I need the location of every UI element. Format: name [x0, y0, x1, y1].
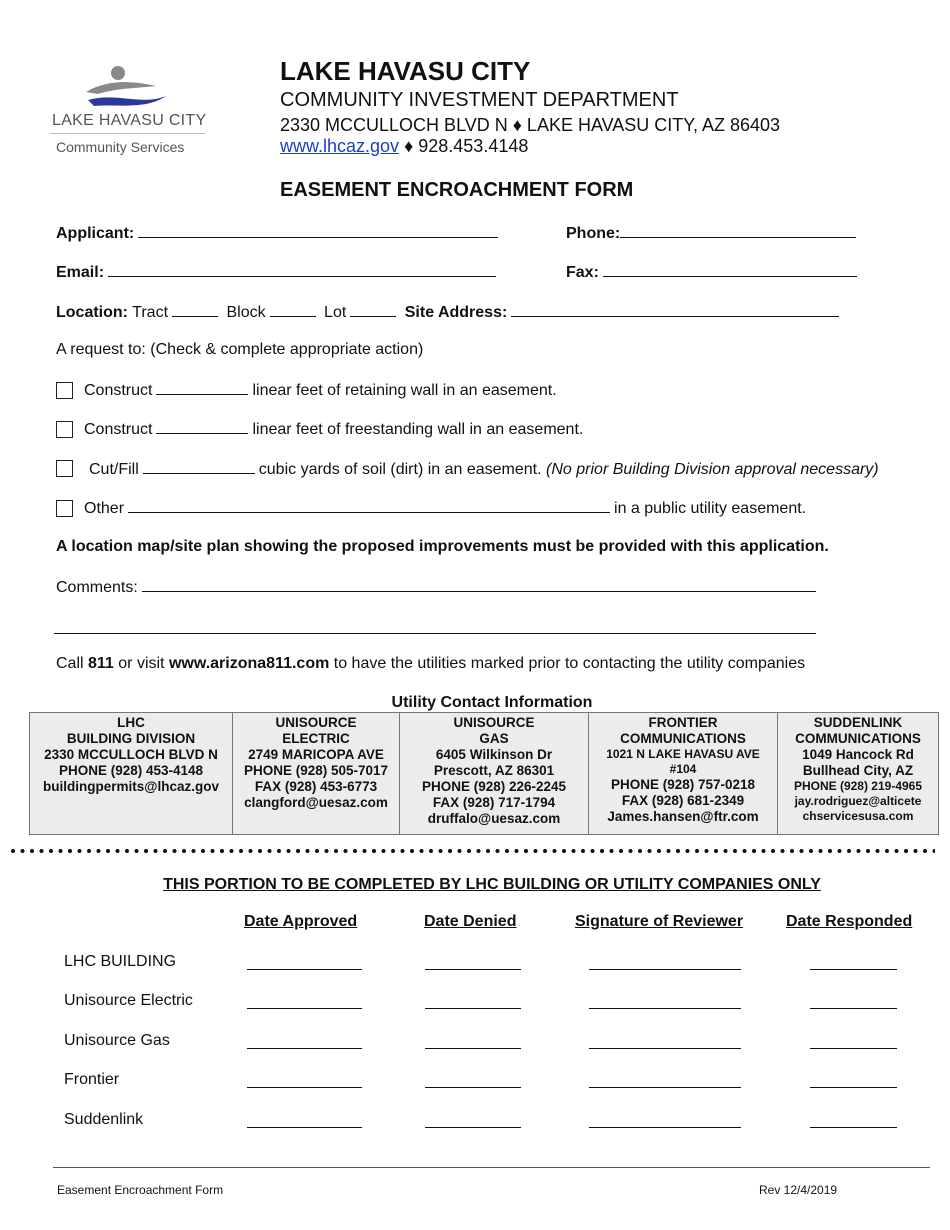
header-contact [280, 136, 528, 157]
option-2-label: Construct [84, 421, 153, 438]
row-lhc-building: LHC BUILDING [64, 953, 177, 970]
phone-label: Phone: [566, 225, 621, 242]
dotted-separator [10, 848, 935, 854]
call-number: 811 [88, 655, 114, 672]
applicant-field[interactable] [138, 223, 498, 238]
comments-row [56, 577, 820, 597]
applicant-row [56, 223, 502, 243]
ue-line-5: FAX (928) 453-6773 [254, 779, 378, 794]
arizona811-link[interactable]: www.arizona811.com [168, 655, 330, 672]
lhc-date-approved-field[interactable] [247, 969, 362, 970]
call-811-line [56, 655, 805, 673]
sl-line-5: PHONE (928) 219-4965 [793, 779, 923, 793]
retaining-wall-checkbox[interactable] [56, 382, 73, 399]
option-other [84, 498, 806, 518]
ue-line-1: UNISOURCE [275, 715, 357, 730]
ue-signature-field[interactable] [589, 1008, 741, 1009]
ug-date-approved-field[interactable] [247, 1048, 362, 1049]
website-link[interactable]: www.lhcaz.gov [280, 136, 400, 156]
city-logo [46, 62, 216, 162]
lhc-email[interactable]: buildingpermits@lhcaz.gov [43, 779, 219, 794]
fr-date-denied-field[interactable] [425, 1087, 521, 1088]
comments-field[interactable] [142, 577, 816, 592]
sl-date-denied-field[interactable] [425, 1127, 521, 1128]
phone-row [566, 223, 860, 243]
email-field[interactable] [108, 262, 496, 277]
lhc-line-2: BUILDING DIVISION [66, 731, 196, 746]
sl-line-3: 1049 Hancock Rd [802, 747, 914, 762]
option-freestanding-wall [84, 419, 583, 439]
frontier-cell [589, 713, 778, 835]
fax-label: Fax: [566, 264, 599, 281]
logo-divider [50, 133, 205, 134]
unisource-gas-cell [400, 713, 589, 835]
lhc-date-responded-field[interactable] [810, 969, 897, 970]
tract-field[interactable] [172, 302, 218, 317]
comments-label: Comments: [56, 579, 138, 596]
unisource-electric-cell [233, 713, 400, 835]
option-2-text: linear feet of freestanding wall in an easement. [252, 421, 584, 438]
sl-date-approved-field[interactable] [247, 1127, 362, 1128]
tract-label: Tract [132, 304, 169, 321]
ug-line-1: UNISOURCE [453, 715, 535, 730]
ug-date-denied-field[interactable] [425, 1048, 521, 1049]
ue-date-approved-field[interactable] [247, 1008, 362, 1009]
location-map-note: A location map/site plan showing the proposed improvements must be provided with this application. [56, 538, 829, 555]
other-checkbox[interactable] [56, 500, 73, 517]
sl-email-2[interactable]: chservicesusa.com [802, 809, 914, 823]
option-4-label: Other [84, 500, 125, 517]
option-cut-fill [89, 459, 879, 479]
retaining-wall-feet-field[interactable] [156, 380, 248, 395]
fr-date-approved-field[interactable] [247, 1087, 362, 1088]
block-label: Block [226, 304, 266, 321]
cut-fill-yards-field[interactable] [143, 459, 255, 474]
ug-date-responded-field[interactable] [810, 1048, 897, 1049]
request-intro: A request to: (Check & complete appropriate action) [56, 341, 424, 358]
option-1-text: linear feet of retaining wall in an easement. [252, 382, 557, 399]
sl-date-responded-field[interactable] [810, 1127, 897, 1128]
footer-revision: Rev 12/4/2019 [759, 1183, 838, 1197]
ug-email[interactable]: druffalo@uesaz.com [427, 811, 561, 826]
lhc-signature-field[interactable] [589, 969, 741, 970]
col-signature: Signature of Reviewer [575, 913, 744, 930]
email-label: Email: [56, 264, 105, 281]
fr-line-2: COMMUNICATIONS [620, 731, 746, 746]
col-date-approved: Date Approved [244, 913, 358, 930]
ug-line-4: Prescott, AZ 86301 [433, 763, 555, 778]
lhc-line-4: PHONE (928) 453-4148 [58, 763, 204, 778]
freestanding-wall-feet-field[interactable] [156, 419, 248, 434]
form-title: EASEMENT ENCROACHMENT FORM [280, 179, 634, 201]
option-1-label: Construct [84, 382, 153, 399]
ug-line-2: GAS [479, 731, 509, 746]
lot-field[interactable] [350, 302, 396, 317]
fr-line-4: #104 [669, 762, 697, 776]
cut-fill-checkbox[interactable] [56, 460, 73, 477]
lhc-line-3: 2330 MCCULLOCH BLVD N [44, 747, 218, 762]
site-address-label: Site Address: [404, 304, 508, 321]
call-mid: or visit [113, 655, 169, 672]
ue-email[interactable]: clangford@uesaz.com [244, 795, 388, 810]
site-address-field[interactable] [511, 302, 839, 317]
ug-signature-field[interactable] [589, 1048, 741, 1049]
table-row [30, 713, 939, 835]
fr-date-responded-field[interactable] [810, 1087, 897, 1088]
header-city: LAKE HAVASU CITY [280, 56, 531, 86]
lhc-date-denied-field[interactable] [425, 969, 521, 970]
logo-name: LAKE HAVASU CITY [52, 112, 207, 129]
ue-date-denied-field[interactable] [425, 1008, 521, 1009]
sl-email-1[interactable]: jay.rodriguez@alticete [794, 794, 922, 808]
sl-signature-field[interactable] [589, 1127, 741, 1128]
header-address: 2330 MCCULLOCH BLVD N ♦ LAKE HAVASU CITY, AZ 86403 [280, 115, 781, 135]
fax-row [566, 262, 861, 282]
applicant-label: Applicant: [56, 225, 135, 242]
sl-line-2: COMMUNICATIONS [795, 731, 921, 746]
sl-line-1: SUDDENLINK [813, 715, 903, 730]
footer-divider [53, 1167, 930, 1168]
row-suddenlink: Suddenlink [64, 1111, 144, 1128]
logo-figure-icon [46, 62, 216, 112]
logo-subtitle: Community Services [56, 139, 185, 155]
utility-table-title: Utility Contact Information [391, 694, 593, 711]
other-description-field[interactable] [128, 498, 610, 513]
freestanding-wall-checkbox[interactable] [56, 421, 73, 438]
sl-line-4: Bullhead City, AZ [802, 763, 914, 778]
option-3-text: cubic yards of soil (dirt) in an easement. [258, 461, 542, 478]
location-label: Location: [56, 304, 128, 321]
col-date-denied: Date Denied [424, 913, 517, 930]
header-phone: ♦ 928.453.4148 [399, 136, 529, 156]
location-row [56, 302, 843, 322]
ue-line-3: 2749 MARICOPA AVE [248, 747, 384, 762]
fr-signature-field[interactable] [589, 1087, 741, 1088]
header-department: COMMUNITY INVESTMENT DEPARTMENT [280, 89, 679, 111]
option-4-text: in a public utility easement. [614, 500, 807, 517]
suddenlink-cell [778, 713, 939, 835]
fr-line-3: 1021 N LAKE HAVASU AVE [606, 747, 760, 761]
row-unisource-electric: Unisource Electric [64, 992, 193, 1009]
fr-line-1: FRONTIER [648, 715, 718, 730]
footer-form-name: Easement Encroachment Form [57, 1183, 224, 1197]
lot-label: Lot [324, 304, 347, 321]
ue-date-responded-field[interactable] [810, 1008, 897, 1009]
option-3-note: (No prior Building Division approval necessary) [546, 461, 879, 478]
option-retaining-wall [84, 380, 557, 400]
utility-contact-table [29, 712, 939, 835]
ue-line-4: PHONE (928) 505-7017 [243, 763, 389, 778]
ue-line-2: ELECTRIC [282, 731, 350, 746]
fr-line-5: PHONE (928) 757-0218 [610, 777, 756, 792]
col-date-responded: Date Responded [786, 913, 913, 930]
phone-field[interactable] [620, 223, 856, 238]
block-field[interactable] [270, 302, 316, 317]
row-frontier: Frontier [64, 1071, 120, 1088]
call-post: to have the utilities marked prior to contacting the utility companies [329, 655, 806, 672]
comments-field-line-2[interactable] [54, 633, 816, 634]
ug-line-5: PHONE (928) 226-2245 [421, 779, 567, 794]
fax-field[interactable] [603, 262, 857, 277]
option-3-label: Cut/Fill [89, 461, 139, 478]
email-row [56, 262, 500, 282]
ug-line-3: 6405 Wilkinson Dr [435, 747, 553, 762]
fr-line-6: FAX (928) 681-2349 [621, 793, 745, 808]
official-use-title: THIS PORTION TO BE COMPLETED BY LHC BUILDING OR UTILITY COMPANIES ONLY [163, 876, 821, 893]
row-unisource-gas: Unisource Gas [64, 1032, 170, 1049]
ug-line-6: FAX (928) 717-1794 [432, 795, 556, 810]
call-pre: Call [56, 655, 89, 672]
lhc-contact-cell [30, 713, 233, 835]
fr-email[interactable]: James.hansen@ftr.com [607, 809, 759, 824]
lhc-line-1: LHC [117, 715, 145, 730]
